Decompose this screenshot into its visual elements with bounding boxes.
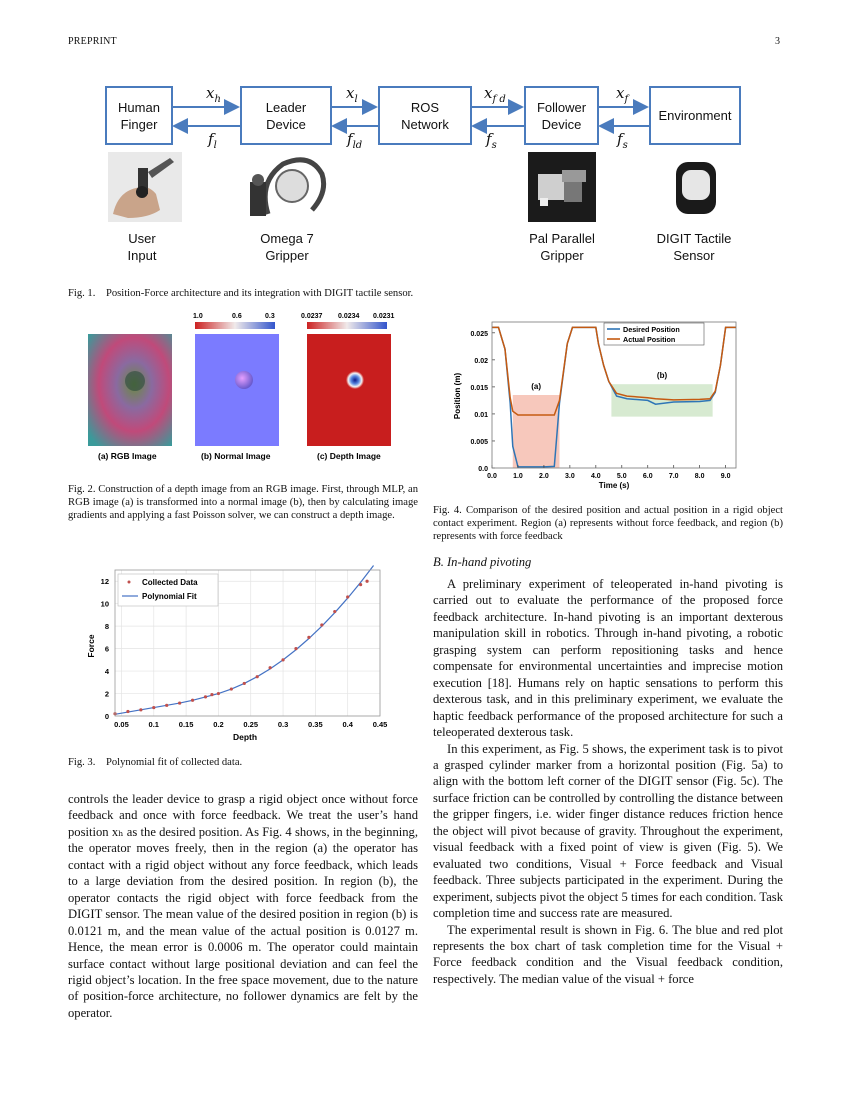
photo-omega7 (238, 152, 328, 222)
fig3-data-point (359, 583, 362, 586)
paragraph: In this experiment, as Fig. 5 shows, the experiment task is to pivot a grasped cylinder marker from a horizontal position (Fig. 5a) to align with the bottom left corner of the DIGIT sensor (Fig. 5c). The surface friction can be controlled by controlling the distance between the gripper fingers, i.e. wider finger distance reduces friction hence the object will pivot because of gravity. Throughout the experiment, visual feedback with a fixed point of view is given (Fig. 5). We evaluated two conditions, Visual + Force feedback and Visual feedback. Three subjects participated in the experiment. During the experiment, subjects pivot the object 5 times for each condition. Task completion time and success rate are measured. (433, 741, 783, 921)
section-title: B. In-hand pivoting (433, 555, 532, 569)
fig3-xtick: 0.4 (342, 720, 353, 729)
fig4-xlabel: Time (s) (598, 481, 630, 490)
fig3-ytick: 10 (100, 599, 109, 609)
label-omega7: Omega 7 Gripper (260, 231, 314, 263)
legend-label-actual: Actual Position (623, 335, 676, 344)
paragraph: The experimental result is shown in Fig. 6. The blue and red plot represents the box chart of task completion time for the Visual + Force feedback condition and the Visual feedback condition, respectively. The median value of the visual + force (433, 922, 783, 986)
normal-tick-0: 1.0 (193, 313, 203, 320)
block-environment: Environment (649, 86, 741, 145)
signal-xfd: $x_{f d}$ (484, 84, 506, 105)
rgb-image (88, 334, 172, 446)
fig4-xtick: 2.0 (539, 473, 549, 480)
normal-tick-2: 0.3 (265, 313, 275, 320)
fig1-caption: Fig. 1. Position-Force architecture and its integration with DIGIT tactile sensor. (68, 288, 414, 299)
fig4-xtick: 6.0 (642, 473, 653, 480)
block-ros-network: ROS Network (378, 86, 472, 145)
fig3-data-point (333, 610, 336, 613)
fig4-ytick: 0.015 (470, 384, 488, 392)
fig3-ytick: 6 (104, 644, 109, 654)
fig3-data-point (256, 675, 259, 678)
label-user-input: User Input (127, 231, 157, 263)
fig3-ytick: 8 (104, 622, 109, 632)
label-pal-gripper: Pal Parallel Gripper (529, 231, 595, 263)
photo-pal-gripper (528, 152, 596, 222)
right-column-text (433, 576, 783, 987)
fig3-data-point (320, 623, 323, 626)
photo-digit-sensor (672, 160, 720, 216)
depth-colorbar (307, 322, 387, 329)
fig4-ytick: 0.01 (474, 411, 488, 419)
normal-image (195, 334, 279, 446)
fig2-images (80, 306, 420, 466)
fig3-xtick: 0.15 (178, 720, 194, 729)
fig4-xtick: 5.0 (616, 473, 627, 480)
fig4-region-a (513, 395, 560, 468)
depth-tick-1: 0.0234 (338, 313, 360, 320)
signal-fs-env: $f_s$ (617, 130, 628, 151)
signal-fl: $f_l$ (208, 130, 217, 151)
fig3-data-point (210, 693, 213, 696)
fig4-ytick: 0.0 (478, 466, 488, 473)
fig3-data-point (152, 706, 155, 709)
fig3-xtick: 0.1 (148, 720, 159, 729)
fig4-chart (450, 316, 750, 494)
fig4-xtick: 8.0 (694, 473, 705, 480)
block-leader-device: Leader Device (240, 86, 332, 145)
fig3-data-point (243, 682, 246, 685)
signal-xf: $x_f$ (616, 84, 629, 105)
fig3-data-point (178, 701, 181, 704)
fig3-data-point (165, 704, 168, 707)
label-digit: DIGIT Tactile Sensor (656, 231, 732, 263)
left-column-text (68, 791, 418, 1021)
block-human-finger: Human Finger (105, 86, 173, 145)
fig4-region-b (611, 384, 712, 416)
fig2-caption: Fig. 2. Construction of a depth image from an RGB image. First, through MLP, an RGB image (a) is transformed into a normal image (b), then by calculating image gradients and applying a fast Poisson solver, we can construct a depth image. (68, 484, 418, 521)
fig4-xtick: 3.0 (565, 473, 575, 480)
fig4-ytick: 0.02 (474, 357, 488, 365)
photo-user-hand (108, 152, 182, 222)
fig4-region-label: (a) (531, 382, 542, 391)
fig4-xtick: 1.0 (513, 473, 523, 480)
running-header: PREPRINT (68, 36, 117, 47)
block-follower-device: Follower Device (524, 86, 599, 145)
signal-xh: $x_h$ (206, 84, 221, 105)
legend-label-fit: Polynomial Fit (142, 592, 197, 601)
fig3-ytick: 12 (100, 577, 109, 587)
fig4-legend (604, 323, 704, 345)
paragraph: A preliminary experiment of teleoperated in-hand pivoting is carried out to evaluate the performance of the proposed force feedback architecture. In-hand pivoting is an important dexterous manipulation skill in robotics. Through in-hand pivoting, a robotic grasping system can perform repositioning tasks and hence compensate for environmental uncertainties and imprecise motion execution [18]. Humans rely on haptic sensations to perform this dexterous task, and in this preliminary experiment, we evaluate the haptic feedback performance of the proposed architecture for such a teleoperated dexterous task. (433, 577, 783, 740)
fig3-data-point (126, 710, 129, 713)
signal-xl: $x_l$ (346, 84, 358, 105)
fig3-chart (80, 562, 400, 747)
fig4-ytick: 0.005 (470, 438, 488, 446)
fig4-ytick: 0.025 (470, 330, 488, 338)
signal-fld: $f_{ld}$ (347, 130, 363, 151)
fig3-xtick: 0.05 (114, 720, 129, 729)
page-number: 3 (775, 36, 781, 47)
fig3-data-point (346, 595, 349, 598)
legend-marker-data (128, 581, 131, 584)
fig3-data-point (230, 687, 233, 690)
fig4-ylabel: Position (m) (453, 372, 462, 420)
fig3-xtick: 0.3 (277, 720, 289, 729)
fig3-ytick: 4 (104, 667, 109, 677)
fig3-data-point (217, 692, 220, 695)
fig4-region-label: (b) (656, 371, 668, 381)
panel-label-rgb: (a) RGB Image (98, 451, 157, 461)
normal-colorbar (195, 322, 275, 329)
fig3-data-point (281, 658, 284, 661)
depth-tick-2: 0.0231 (373, 313, 395, 320)
fig3-xtick: 0.2 (213, 720, 224, 729)
depth-tick-0: 0.0237 (301, 313, 323, 320)
depth-image (307, 334, 391, 446)
fig3-ytick: 0 (104, 712, 109, 721)
fig3-xtick: 0.25 (243, 720, 259, 729)
fig3-ylabel: Force (86, 634, 96, 658)
fig3-legend (118, 574, 218, 606)
fig3-data-point (204, 695, 207, 698)
panel-label-normal: (b) Normal Image (201, 451, 271, 461)
signal-fs-ros: $f_s$ (486, 130, 497, 151)
fig3-xlabel: Depth (232, 732, 258, 742)
fig4-xtick: 9.0 (720, 473, 731, 480)
fig3-data-point (139, 708, 142, 711)
fig3-data-point (307, 636, 310, 639)
fig4-xtick: 0.0 (487, 473, 497, 480)
fig3-caption: Fig. 3. Polynomial fit of collected data. (68, 757, 243, 768)
fig3-xtick: 0.35 (308, 720, 323, 729)
fig3-xtick: 0.45 (372, 720, 388, 729)
fig3-data-point (191, 699, 194, 702)
fig3-data-point (294, 647, 297, 650)
legend-label-desired: Desired Position (623, 325, 680, 334)
legend-label-data: Collected Data (142, 578, 198, 587)
fig3-data-point (365, 580, 368, 583)
fig4-xtick: 4.0 (590, 473, 601, 480)
fig4-xtick: 7.0 (668, 473, 679, 480)
fig3-ytick: 2 (104, 689, 109, 699)
panel-label-depth: (c) Depth Image (317, 451, 381, 461)
paragraph: controls the leader device to grasp a rigid object once without force feedback and once with force feedback. We treat the user’s hand position xₕ as the desired position. As Fig. 4 shows, in the beginning, the operator moves freely, then in the region (a) the operator has contact with a rigid object without any force feedback, which leads to a large deviation from the desired position. In region (b), the operator contacts the rigid object with force feedback from the DIGIT sensor. The mean value of the desired position in region (b) is 0.0121 m, and the mean value of the actual position is 0.0127 m. Hence, the mean error is 0.0006 m. The operator could maintain surface contact without large positional deviation and can feel the rigid object’s location. In the free space movement, due to the nature of position-force architecture, no follower dynamics are felt by the operator. (68, 792, 418, 1020)
fig4-caption: Fig. 4. Comparison of the desired position and actual position in a rigid object contact experiment. Region (a) represents without force feedback, and region (b) represents with force feedback (433, 505, 783, 542)
normal-tick-1: 0.6 (232, 313, 242, 320)
fig3-data-point (269, 666, 272, 669)
